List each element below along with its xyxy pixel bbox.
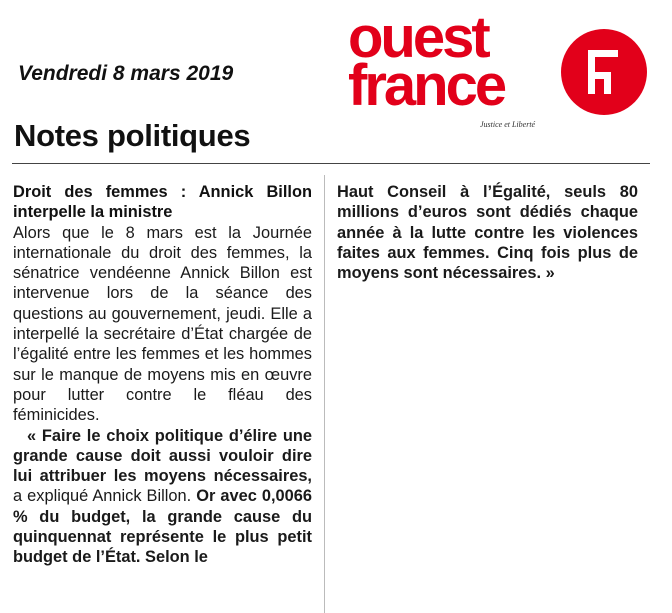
quote-part-2: Or avec 0,0066 % du budget, la grande cause du quinquennat représente le plus petit budget de l’État. Selon le: [13, 487, 312, 567]
logo-word-france: france: [348, 53, 505, 118]
section-title: Notes politiques: [14, 118, 251, 153]
article-column-right: [337, 182, 638, 283]
logo-word-ouest: ouest: [348, 5, 488, 70]
quote-part-1: « Faire le choix politique d’élire une grande cause doit aussi vouloir dire lui attribuer les moyens nécessaires,: [13, 426, 312, 486]
article-continuation: Haut Conseil à l’Égalité, seuls 80 millions d’euros sont dédiés chaque année à la lutte contre les violences faites aux femmes. Cinq fois plus de moyens sont nécessaires. »: [337, 183, 638, 283]
ouest-france-logo: [348, 5, 654, 134]
logo-wordmark: [348, 5, 505, 118]
article-title: Droit des femmes : Annick Billon interpelle la ministre: [13, 183, 312, 222]
article-paragraph-1: Alors que le 8 mars est la Journée internationale du droit des femmes, la sénatrice vendéenne Annick Billon est intervenue lors de la séance des questions au gouvernement, jeudi. Elle a interpellé la secrétaire d’État chargée de l’égalité entre les femmes et les hommes sur le manque de moyens mis en œuvre pour lutter contre le fléau des féminicides.: [13, 223, 312, 425]
section-rule: [12, 163, 650, 164]
article-column-left: [13, 182, 312, 568]
quote-attribution: a expliqué Annick Billon.: [13, 487, 197, 506]
article-paragraph-2: [13, 426, 312, 568]
logo-tagline: Justice et Liberté: [480, 120, 536, 129]
logo-emblem-icon: [560, 28, 648, 116]
column-divider: [324, 175, 325, 613]
date-line: Vendredi 8 mars 2019: [18, 62, 234, 85]
